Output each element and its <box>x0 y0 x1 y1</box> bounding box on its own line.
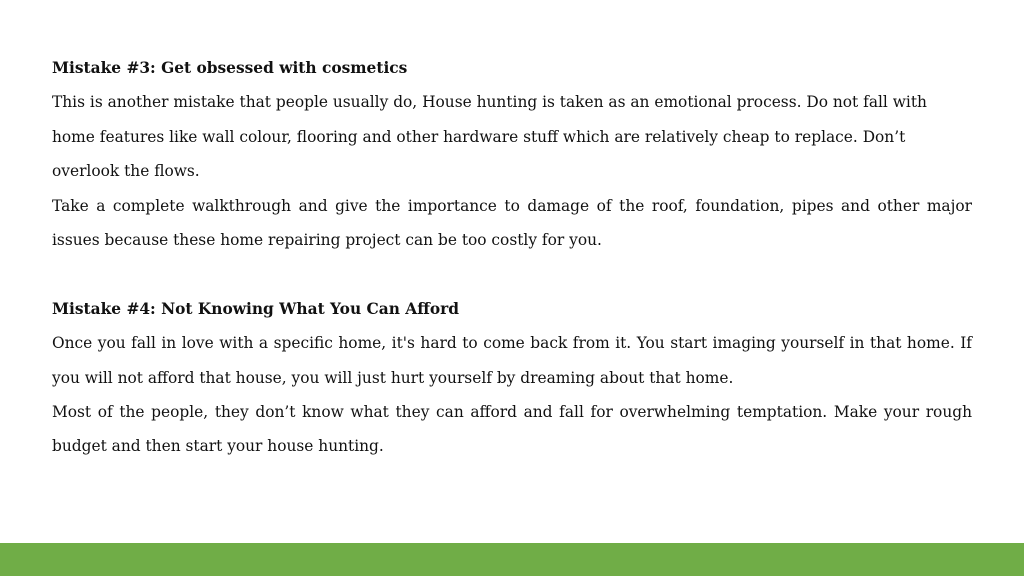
section-paragraph: Take a complete walkthrough and give the importance to damage of the roof, foundation, pipes and other major issues because these home repairing project can be too costly for you. <box>52 196 972 250</box>
footer-accent-bar <box>0 543 1024 576</box>
section-heading: Mistake #4: Not Knowing What You Can Afford <box>52 299 459 318</box>
section-heading: Mistake #3: Get obsessed with cosmetics <box>52 59 408 77</box>
section-spacer <box>52 257 972 291</box>
section-mistake-3 <box>52 51 972 257</box>
section-paragraph: Once you fall in love with a specific home, it's hard to come back from it. You start imaging yourself in that home. If you will not afford that house, you will just hurt yourself by dreaming about that home. <box>52 334 972 387</box>
section-paragraph: Most of the people, they don’t know what they can afford and fall for overwhelming temptation. Make your rough budget and then start your house hunting. <box>52 403 972 456</box>
slide-content <box>52 51 972 464</box>
section-mistake-4 <box>52 292 972 464</box>
section-paragraph: This is another mistake that people usually do, House hunting is taken as an emotional process. Do not fall with home features like wall colour, flooring and other hardware stuff which are relatively cheap to replace. Don’t overlook the flows. <box>52 93 927 181</box>
